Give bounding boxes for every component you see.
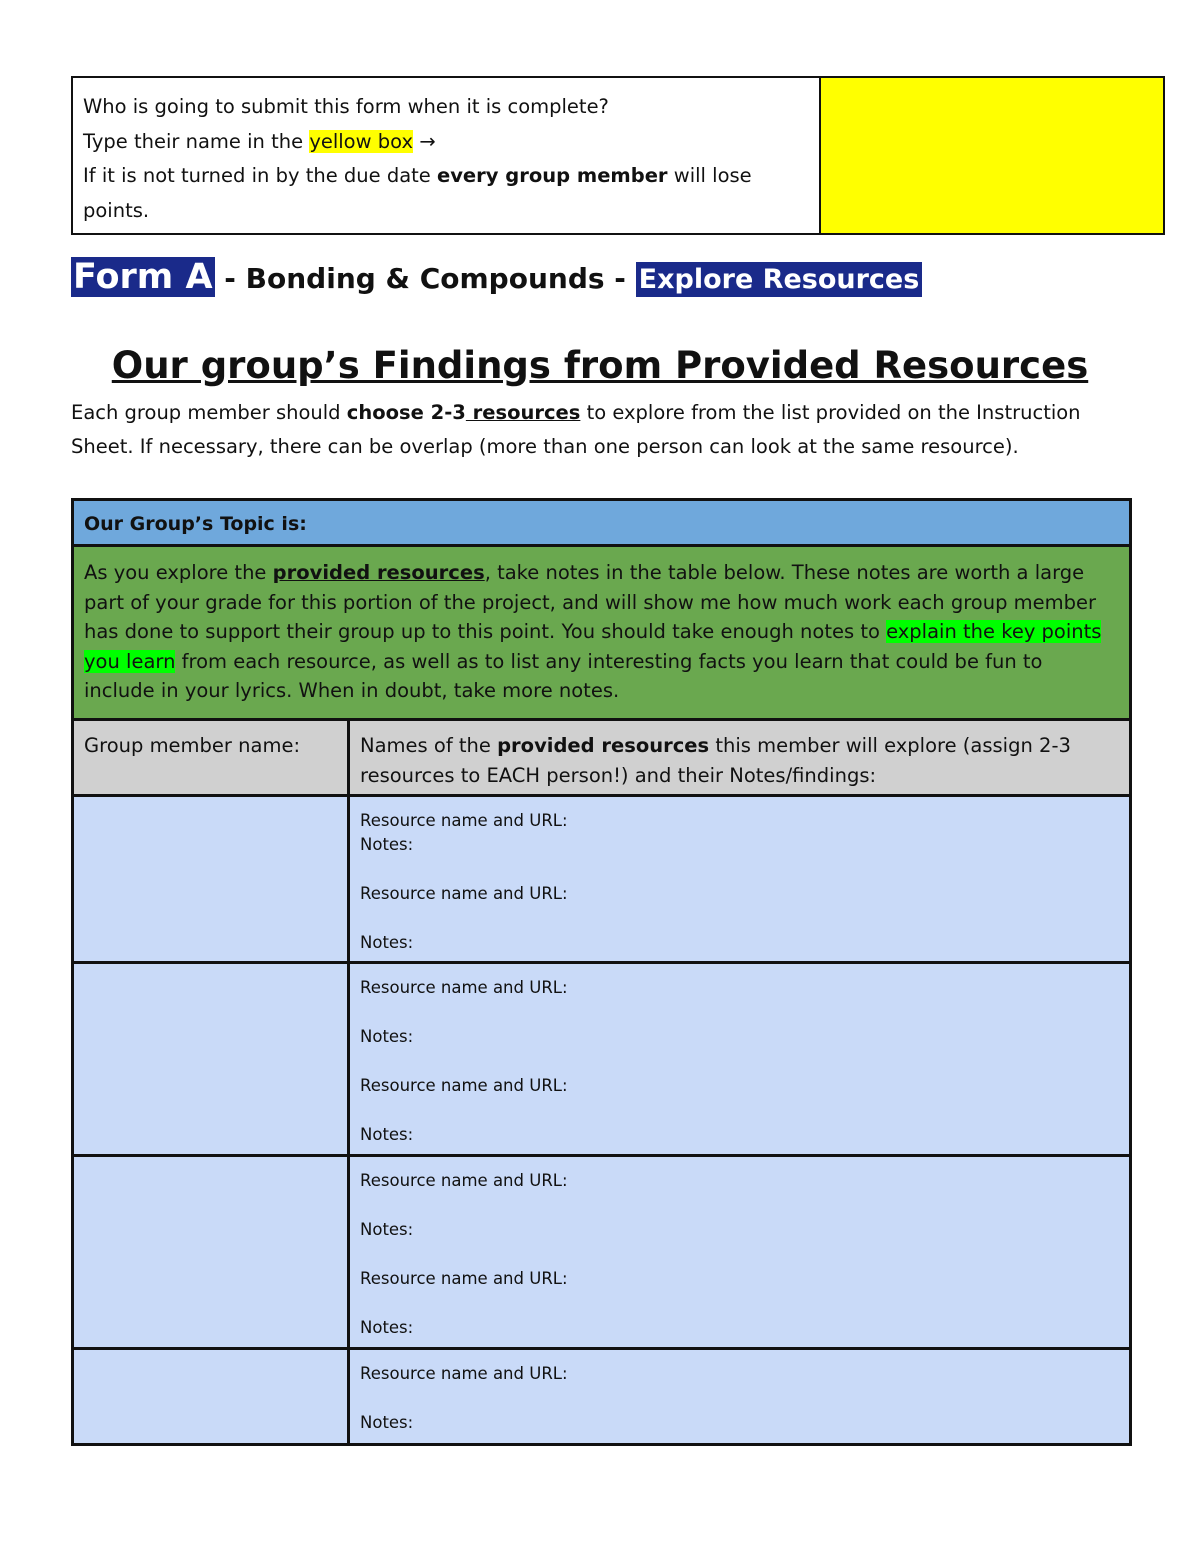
header-member-name: Group member name: [73,719,349,795]
notes-label: Notes: [360,834,414,854]
notes-label: Notes: [360,1219,414,1239]
type-line-text: Type their name in the [83,129,310,153]
member-name-field[interactable] [73,1348,349,1444]
submitter-type-line [83,125,809,160]
resource-label: Resource name and URL: [360,1268,568,1288]
table-row [73,1348,1131,1444]
resource-notes-field[interactable] [349,1155,1131,1348]
warning-text: If it is not turned in by the due date [83,164,437,187]
header-resources-text: Names of the [360,733,498,757]
topic-field[interactable]: Our Group’s Topic is: [73,500,1131,546]
member-name-field[interactable] [73,1155,349,1348]
intro-text: Each group member should [71,401,347,424]
right-arrow-icon: → [413,129,436,153]
intro-bold-resources: resources [465,401,581,424]
instructions-cell [73,546,1131,720]
resource-label: Resource name and URL: [360,977,568,997]
submitter-warning [83,159,809,228]
member-name-field[interactable] [73,795,349,962]
instructions-text-end: from each resource, as well as to list any interesting facts you learn that could be fun to include in your lyrics. When in doubt, take more notes. [84,649,1043,702]
resource-notes-field[interactable] [349,1348,1131,1444]
table-row [73,1155,1131,1348]
notes-label: Notes: [360,1026,414,1046]
notes-label: Notes: [360,1412,414,1432]
topic-row [73,500,1131,546]
form-heading [71,253,922,304]
submitter-instructions [73,78,821,233]
member-name-field[interactable] [73,962,349,1155]
notes-label: Notes: [360,1124,414,1144]
notes-label: Notes: [360,932,414,952]
instructions-text-middle: , take notes in the table below. These notes are worth a large part of your grade for this portion of the project, and will show me how much work each group member has done to support their group up to this point. You should take enough notes to [84,561,1097,643]
findings-table [71,498,1132,1446]
warning-text-end: will lose points. [83,164,752,222]
page-title: Our group’s Findings from Provided Resources [111,344,1089,387]
header-resources [349,719,1131,795]
header-resources-bold: provided resources [497,733,710,757]
warning-bold: every group member [437,164,668,187]
notes-label: Notes: [360,1317,414,1337]
resource-notes-field[interactable] [349,795,1131,962]
instructions-text: As you explore the [84,561,273,584]
submitter-question: Who is going to submit this form when it is complete? [83,95,609,118]
section-label-badge: Explore Resources [636,262,923,297]
intro-text-end: to explore from the list provided on the Instruction Sheet. If necessary, there can be overlap (more than one person can look at the same resource). [71,401,1081,458]
resource-notes-field[interactable] [349,962,1131,1155]
provided-resources-link[interactable]: provided resources [272,561,485,584]
key-points-highlight: explain the key points you learn [84,620,1102,673]
submitter-name-field[interactable] [821,78,1163,233]
resource-label: Resource name and URL: [360,883,568,903]
resource-label: Resource name and URL: [360,1363,568,1383]
submitter-box [71,76,1165,235]
resource-label: Resource name and URL: [360,1170,568,1190]
form-label-badge: Form A [73,257,213,297]
table-row [73,962,1131,1155]
header-row [73,719,1131,795]
resource-label: Resource name and URL: [360,810,568,830]
table-row [73,795,1131,962]
intro-bold-choose: choose 2-3 [346,401,466,424]
resource-label: Resource name and URL: [360,1075,568,1095]
form-heading-subject: - Bonding & Compounds - [214,262,636,295]
yellow-box-highlight: yellow box [309,129,414,153]
intro-paragraph [71,396,1141,464]
instructions-row [73,546,1131,720]
header-resources-text-end: this member will explore (assign 2-3 resources to EACH person!) and their Notes/findings: [360,733,1071,787]
